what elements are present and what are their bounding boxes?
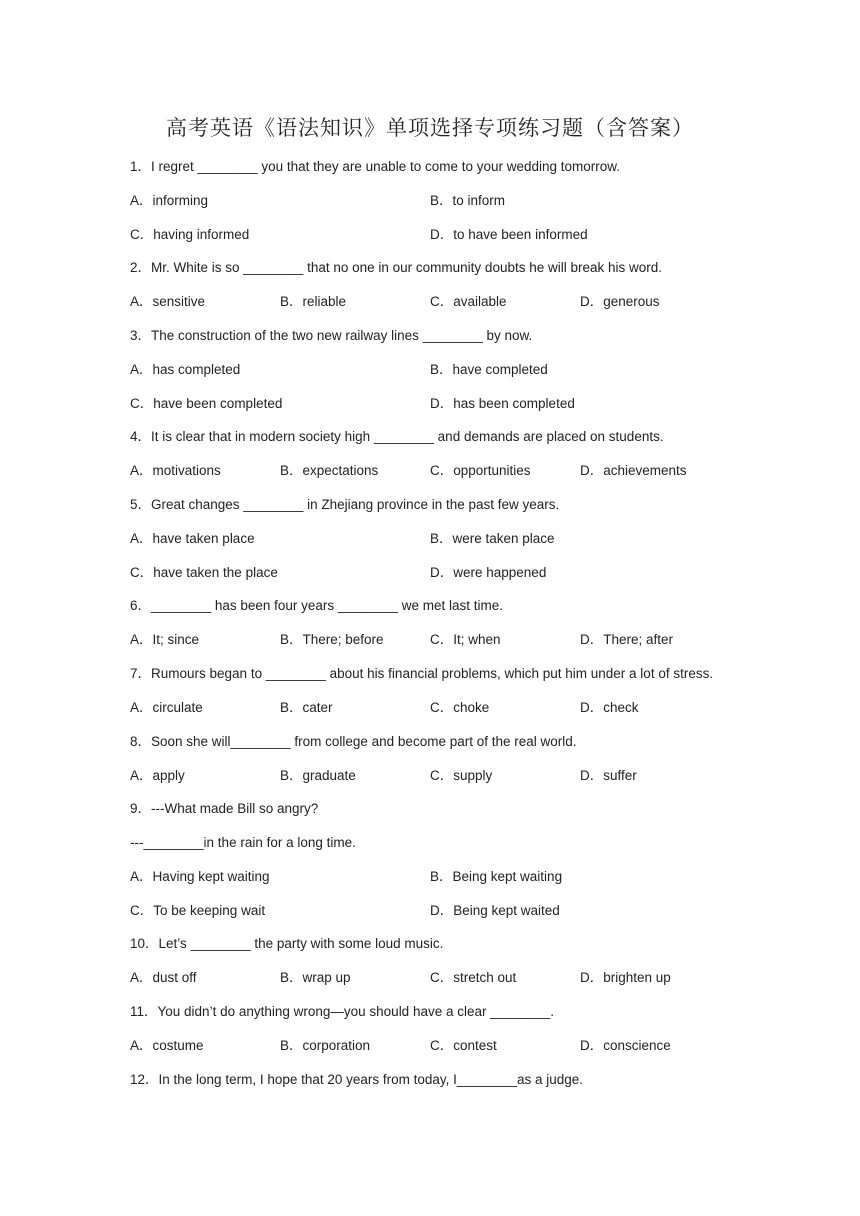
option-d: D．were happened (430, 565, 547, 580)
question-stem: 12．In the long term, I hope that 20 years from today, I________as a judge. (130, 1072, 584, 1087)
page-title: 高考英语《语法知识》单项选择专项练习题（含答案） (166, 116, 694, 140)
option-a: A．motivations (130, 463, 221, 478)
question-stem: 4．It is clear that in modern society high ________ and demands are placed on students. (130, 429, 664, 444)
option-d: D．generous (580, 294, 660, 309)
option-d: D．conscience (580, 1038, 671, 1053)
option-c: C．It; when (430, 632, 501, 647)
option-c: C．have been completed (130, 396, 283, 411)
option-a: A．informing (130, 193, 209, 208)
option-d: D．achievements (580, 463, 687, 478)
option-d: D．There; after (580, 632, 674, 647)
question-stem: 7．Rumours began to ________ about his financial problems, which put him under a lot of stress. (130, 666, 714, 681)
option-a: A．sensitive (130, 294, 206, 309)
option-a: A．circulate (130, 700, 203, 715)
option-b: B．graduate (280, 768, 356, 783)
option-a: A．It; since (130, 632, 200, 647)
option-c: C．contest (430, 1038, 497, 1053)
option-d: D．has been completed (430, 396, 575, 411)
option-c: C．supply (430, 768, 493, 783)
option-c: C．available (430, 294, 507, 309)
option-d: D．brighten up (580, 970, 671, 985)
option-c: C．opportunities (430, 463, 531, 478)
option-d: D．suffer (580, 768, 637, 783)
option-a: A．have taken place (130, 531, 255, 546)
option-b: B．reliable (280, 294, 347, 309)
option-a: A．Having kept waiting (130, 869, 270, 884)
option-d: D．Being kept waited (430, 903, 560, 918)
option-c: C．having informed (130, 227, 250, 242)
question-stem: 11．You didn’t do anything wrong—you should have a clear ________. (130, 1004, 555, 1019)
question-stem-answer-line: ---________in the rain for a long time. (130, 835, 356, 850)
question-stem: 6．________ has been four years ________ we met last time. (130, 598, 503, 613)
question-stem: 1．I regret ________ you that they are unable to come to your wedding tomorrow. (130, 159, 621, 174)
option-a: A．costume (130, 1038, 204, 1053)
option-b: B．were taken place (430, 531, 555, 546)
option-a: A．apply (130, 768, 185, 783)
option-c: C．stretch out (430, 970, 517, 985)
question-stem: 3．The construction of the two new railway lines ________ by now. (130, 328, 533, 343)
option-d: D．to have been informed (430, 227, 588, 242)
option-c: C．To be keeping wait (130, 903, 266, 918)
option-b: B．cater (280, 700, 333, 715)
option-b: B．corporation (280, 1038, 371, 1053)
option-b: B．There; before (280, 632, 384, 647)
option-b: B．to inform (430, 193, 506, 208)
question-stem: 2．Mr. White is so ________ that no one in our community doubts he will break his word. (130, 260, 663, 275)
question-stem: 9．---What made Bill so angry? (130, 801, 319, 816)
question-stem: 5．Great changes ________ in Zhejiang province in the past few years. (130, 497, 560, 512)
option-b: B．expectations (280, 463, 379, 478)
option-d: D．check (580, 700, 639, 715)
option-b: B．wrap up (280, 970, 351, 985)
option-a: A．has completed (130, 362, 241, 377)
option-c: C．have taken the place (130, 565, 278, 580)
question-stem: 8．Soon she will________ from college and become part of the real world. (130, 734, 577, 749)
question-stem: 10．Let’s ________ the party with some loud music. (130, 936, 444, 951)
option-b: B．have completed (430, 362, 548, 377)
option-c: C．choke (430, 700, 490, 715)
option-a: A．dust off (130, 970, 197, 985)
option-b: B．Being kept waiting (430, 869, 563, 884)
